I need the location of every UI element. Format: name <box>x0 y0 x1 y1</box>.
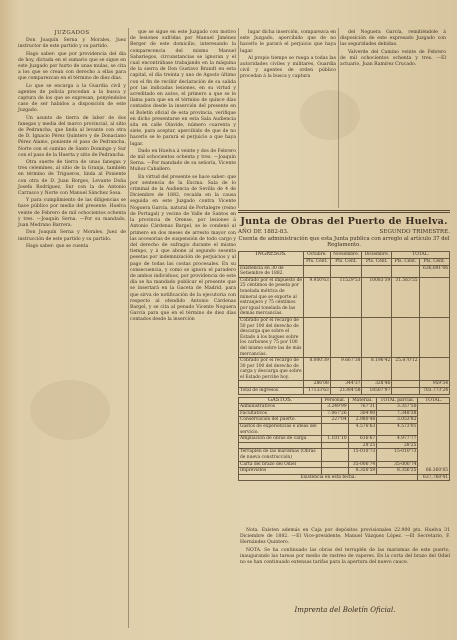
cell <box>330 317 362 357</box>
cell: 4.576'63 <box>348 424 377 436</box>
cell: 21384'58 <box>330 388 362 395</box>
row-label: Ampliación de obras de carga <box>239 436 322 443</box>
paragraph: del Noguera García, remitiéndole á disposición de este expresado Juzgado con las seguridades debidas. <box>340 30 446 48</box>
row-label: Existencia en esta fecha. <box>239 474 418 481</box>
paragraph: Al propio tiempo se ruega a todas las autoridades civiles y militares, Guardia civil y agentes de orden público procedan á la busca y captura <box>240 55 336 80</box>
cell: 35-006'74 <box>348 461 377 468</box>
cell: 18507'97 <box>362 388 392 395</box>
unit-header: Pts. Cént. <box>392 259 419 266</box>
col-header: TOTAL parcial. <box>377 397 418 404</box>
paragraph: lugar dicha inserción, comparezca en este Juzgado, apercibido que de no hacerlo le parará el perjuicio que haya lugar. <box>240 30 336 54</box>
double-rule <box>238 210 450 213</box>
cell <box>322 424 349 436</box>
row-label <box>239 381 304 388</box>
ingresos-label: INGRESOS. <box>239 252 304 265</box>
cell: 15-010'73 <box>377 449 418 461</box>
cell <box>322 442 349 449</box>
junta-subheading <box>238 229 450 235</box>
column-3 <box>240 30 336 82</box>
cell: 8.356'25 <box>377 468 418 475</box>
table-row <box>239 468 450 475</box>
month-header: Noviembre. <box>330 252 362 259</box>
cell: 4.573'01 <box>377 424 418 436</box>
cell: 11529'53 <box>330 277 362 317</box>
row-label: Imprevistos <box>239 468 322 475</box>
cell: 31.563'55 <box>392 277 419 317</box>
row-label: Cobrado por el recargo de 50 por 100 del derecho de descarga que sobre el Estado á los buques sobre los carbones y 75 por 100 del mismo sobre las de más mercancías. <box>240 317 302 357</box>
column-rule <box>338 28 339 208</box>
table-row <box>239 461 450 468</box>
table-row <box>239 277 450 317</box>
cell: 28'25 <box>348 442 377 449</box>
section-heading: JUZGADOS <box>54 30 90 36</box>
cell <box>322 449 349 461</box>
paragraph: Hago saber: que se cuenta <box>26 243 89 249</box>
row-label: Cobrado por el recargo de 30 por 100 del derecho de carga y descarga que sobre el Estado percibe hoy. <box>240 358 302 380</box>
paragraph: Otra suerte de tierra de unas fanegas y tres celemines, al sitio de la Granja, también en término de Trigueros, linda al Poniente con otra de D. Juan Borges, Levante Doña Josefa Rodríguez, Sur con la de Antonio Carrasco y Norte con Manuel Sánchez Sosa. <box>18 160 126 197</box>
row-label: Conservación del puerto. <box>239 417 322 424</box>
paragraph: Dado en Huelva á veinte y dos de Febrero de mil ochocientos ochenta y tres. —Joaquín Serna. —Por mandado de su señoría, Vicente Muñoz Caballero. <box>130 148 236 173</box>
cell: 1.101'10 <box>322 436 349 443</box>
paragraph: Don Joaquín Serna y Morales, Juez instructor de este partido y su partido. <box>18 38 126 50</box>
cell: 227'04 <box>322 417 349 424</box>
cell <box>392 388 419 395</box>
cell: 28'25 <box>377 442 418 449</box>
cell: 616'67 <box>348 436 377 443</box>
cell <box>322 468 349 475</box>
row-label: Total de ingresos. <box>239 388 304 395</box>
table-row <box>239 424 450 436</box>
table-row <box>239 449 450 461</box>
cell <box>392 317 419 357</box>
column-rule <box>128 28 129 628</box>
table-row <box>239 417 450 424</box>
col-header: TOTAL. <box>418 397 450 404</box>
paper-stain <box>300 90 360 140</box>
cell: 7.348'38 <box>377 410 418 417</box>
cell <box>322 461 349 468</box>
paragraph: Valverde del Camino veinte de Febrero de mil ochocientos ochenta y tres. —El actuario, Juan Ramírez Crucado. <box>340 49 446 68</box>
cell <box>419 277 449 317</box>
cell: 286'08 <box>304 381 331 388</box>
cell: 304'00 <box>348 410 377 417</box>
cell <box>330 265 362 277</box>
year-label: AÑO DE 1882-83. <box>238 229 289 235</box>
column-4 <box>340 30 446 69</box>
cell: 344'37 <box>330 381 362 388</box>
quarter-label: SEGUNDO TRIMESTRE. <box>379 229 450 235</box>
cell: 637,760'41 <box>418 474 450 481</box>
column-2 <box>130 30 236 325</box>
unit-header: Pts. Cént. <box>362 259 392 266</box>
cell: 4.977'77 <box>377 436 418 443</box>
cell <box>392 265 419 277</box>
existencia-row <box>239 474 450 481</box>
cell: 328'46 <box>362 381 392 388</box>
row-label: Facultativos <box>239 410 322 417</box>
paper-stain <box>30 380 110 440</box>
unit-header: Pts. Cént. <box>419 259 449 266</box>
table-row <box>239 436 450 443</box>
row-label <box>239 442 322 449</box>
table-row <box>239 265 450 277</box>
cell: 25.870'12 <box>392 358 419 381</box>
table-row <box>239 358 450 381</box>
cell <box>392 381 419 388</box>
cell: 3.053'82 <box>377 417 418 424</box>
ingresos-total-row <box>239 388 450 395</box>
table-row <box>239 317 450 357</box>
gastos-table <box>238 397 450 482</box>
table-header-row <box>239 252 450 259</box>
cell: 8.000'39 <box>304 358 331 381</box>
paragraph: Hago saber: que por providencia del día de hoy, dictada en el sumario que se sigue en este Juzgado por hurto de unas mulas, se cita a los que se crean con derecho a ellas para que comparezcan en el término de diez días. <box>18 51 126 82</box>
unit-header: Pts. Cént. <box>304 259 331 266</box>
row-label: Administrativos <box>239 404 322 411</box>
row-label: Terraplén de las marismas (Obras de nueva construcción) <box>239 449 322 461</box>
paragraph: que se sigue en este Juzgado con motivo de lesiones sufridas por Manuel Jiménez Berger de este domicilio, interesando la comparecencia del mismo Manuel Sabariegos, circunstancias se ignoran y el cual encontrábase trabajando en la máquina de la sierra de Don Gustavo Brandt en esta capital, el día treinta y uno de Agosto último con el fin de recibir declaración de su salida por las indicadas lesiones, en su virtud y acreditado en autos, el primero a que se le llama para que en el término de quince días contados desde la inserción del presente en el Boletín oficial de esta provincia, verifique en dicho presentarse en esta Sala Audiencia sita en calle Olavide, número cuarenta y siete, para aceptar, apercibido de que de no hacerlo se le parará el perjuicio a que haya lugar. <box>130 30 236 147</box>
table-row <box>239 410 450 417</box>
cell: 35-006'74 <box>377 461 418 468</box>
table-row <box>239 442 450 449</box>
junta-notes <box>240 528 450 568</box>
cell: 17133'63 <box>304 388 331 395</box>
month-header: Octubre. <box>304 252 331 259</box>
cell: 8.350'59 <box>348 468 377 475</box>
junta-description: Cuenta de administración que esta Junta publica con arreglo al artículo 37 del Reglamento. <box>238 236 450 249</box>
cell: 3.249'99 <box>322 404 349 411</box>
note-paragraph: Nota. Existen además en Caja por depósitos provisionales 22.900 pts. Huelva 31 Diciembre de 1882. —El Vice-presidente, Manuel Vázquez López. —El Secretario, F. Hernández Quintero. <box>240 528 450 545</box>
cell: 10083'39 <box>362 277 392 317</box>
col-header: Material. <box>348 397 377 404</box>
cell: 703.773'24 <box>419 388 449 395</box>
month-header: Diciembre. <box>362 252 392 259</box>
cell <box>419 358 449 381</box>
paragraph: Lo que se encarga a la Guardia civil y agentes de policía procedan a la busca y captura de los que se expresan, ponyéndolos caso de ser habidos a disposición de este Juzgado. <box>18 83 126 114</box>
cell: 8.196'42 <box>362 358 392 381</box>
row-label: Gastos de experiencias é ideas del servicio. <box>239 424 322 436</box>
cell: 3.357'50 <box>377 404 418 411</box>
paragraph: Y para cumplimiento de las diligencias se hace público por medio del presente. Huelva veinte de Febrero de mil ochocientos ochenta y tres. —Joaquín Serna. —Por su mandado, Juan Medrano Barrera. <box>18 198 126 229</box>
junta-title: Junta de Obras del Puerto de Huelva. <box>240 216 448 227</box>
table-row <box>239 404 450 411</box>
row-label: Carta del brazo del Odiel <box>239 461 322 468</box>
row-label: Cobrado por el impuesto de 25 céntimos de peseta por tonelada métrica de mineral que se exporte al extranjero y 75 céntimos por igual tonelada de las demás mercancías. <box>240 277 302 317</box>
row-label: Existencia en 30 de Setiembre de 1882. <box>239 265 304 277</box>
cell <box>419 317 449 357</box>
cell <box>362 265 392 277</box>
table-row <box>239 381 450 388</box>
cell: 7.067'26 <box>322 410 349 417</box>
table-header-row <box>239 397 450 404</box>
junta-obras-section <box>238 210 450 481</box>
gastos-label: GASTOS. <box>239 397 322 404</box>
column-juzgados <box>18 30 126 251</box>
col-header: Personal. <box>322 397 349 404</box>
cell: 767'31 <box>348 404 377 411</box>
cell <box>304 265 331 277</box>
cell: 15-010'73 <box>348 449 377 461</box>
cell: 9.667'38 <box>330 358 362 381</box>
paragraph: Un asunto de tierra de labor de dos fanegas y media del marco provincial, al sitio de Pedrancha, que linda al levante con otra de D. Ignacio Pérez Quintero y de Donaciano Pérez Alamo, poniente el paso de Pedrancha, Norte con el camino de Santo Domingo y Sur con el paso de la Huerta y sitio de Pedrancha. <box>18 115 126 158</box>
cell <box>304 317 331 357</box>
printer-imprint: Imprenta del Boletín Oficial. <box>294 606 396 614</box>
ingresos-table <box>238 251 450 394</box>
cell: 2.980'48 <box>348 417 377 424</box>
month-header: TOTAL. <box>392 252 450 259</box>
cell: 959'54 <box>419 381 449 388</box>
note-paragraph: NOTA. Se ha continuado las obras del terraplén de las marismas de este puerto, inaugurando las tareas por medio de rastreo de vapores. En la corta del brazo del Odiel no se han continuado extensas tarifas para la apertura del nuevo cauce. <box>240 548 450 565</box>
cell <box>362 317 392 357</box>
paragraph: Don Joaquín Serna y Morales, Juez de instrucción de este partido y su partido. <box>18 230 126 242</box>
unit-header: Pts. Cént. <box>330 259 362 266</box>
cell: 636,691'06 <box>419 265 449 277</box>
cell: 9.950'63 <box>304 277 331 317</box>
cell: 66.360'85 <box>418 404 450 475</box>
paragraph: En virtud del presente se hace saber: que por sentencia de la Excma. Sala de lo criminal de la Audiencia de Sevilla de 4 de Diciembre de 1882, recaída en la causa seguida en este Juzgado contra Vicente Noguera García, natural de Portalegre (reino de Portugal) y vecino de Valle de Santos en la provincia de Orense, por lesiones á Antonio Cárdenas Bargel, se le condenó al primero en dos meses de arresto mayor con las accesorias de suspensión de todo cargo y del derecho de sufragio durante el mismo tiempo, y á que abone al segundo sesenta pesetas por indemnización de perjuicios y al pago de todas las costas procesales. En su consecuencia, y como se ignora el paradero de ambos individuos, por providencia de este día se ha mandado publicar el presente que se insertará en la Gaceta de Madrid, para que sirva de notificación de la ejecutoria con respecto al ofendido Antonio Cárdenas Bargel, y se cita al penado Vicente Noguera García para que en el término de diez días contados desde la inserción <box>130 174 236 323</box>
column-rule <box>238 28 239 208</box>
